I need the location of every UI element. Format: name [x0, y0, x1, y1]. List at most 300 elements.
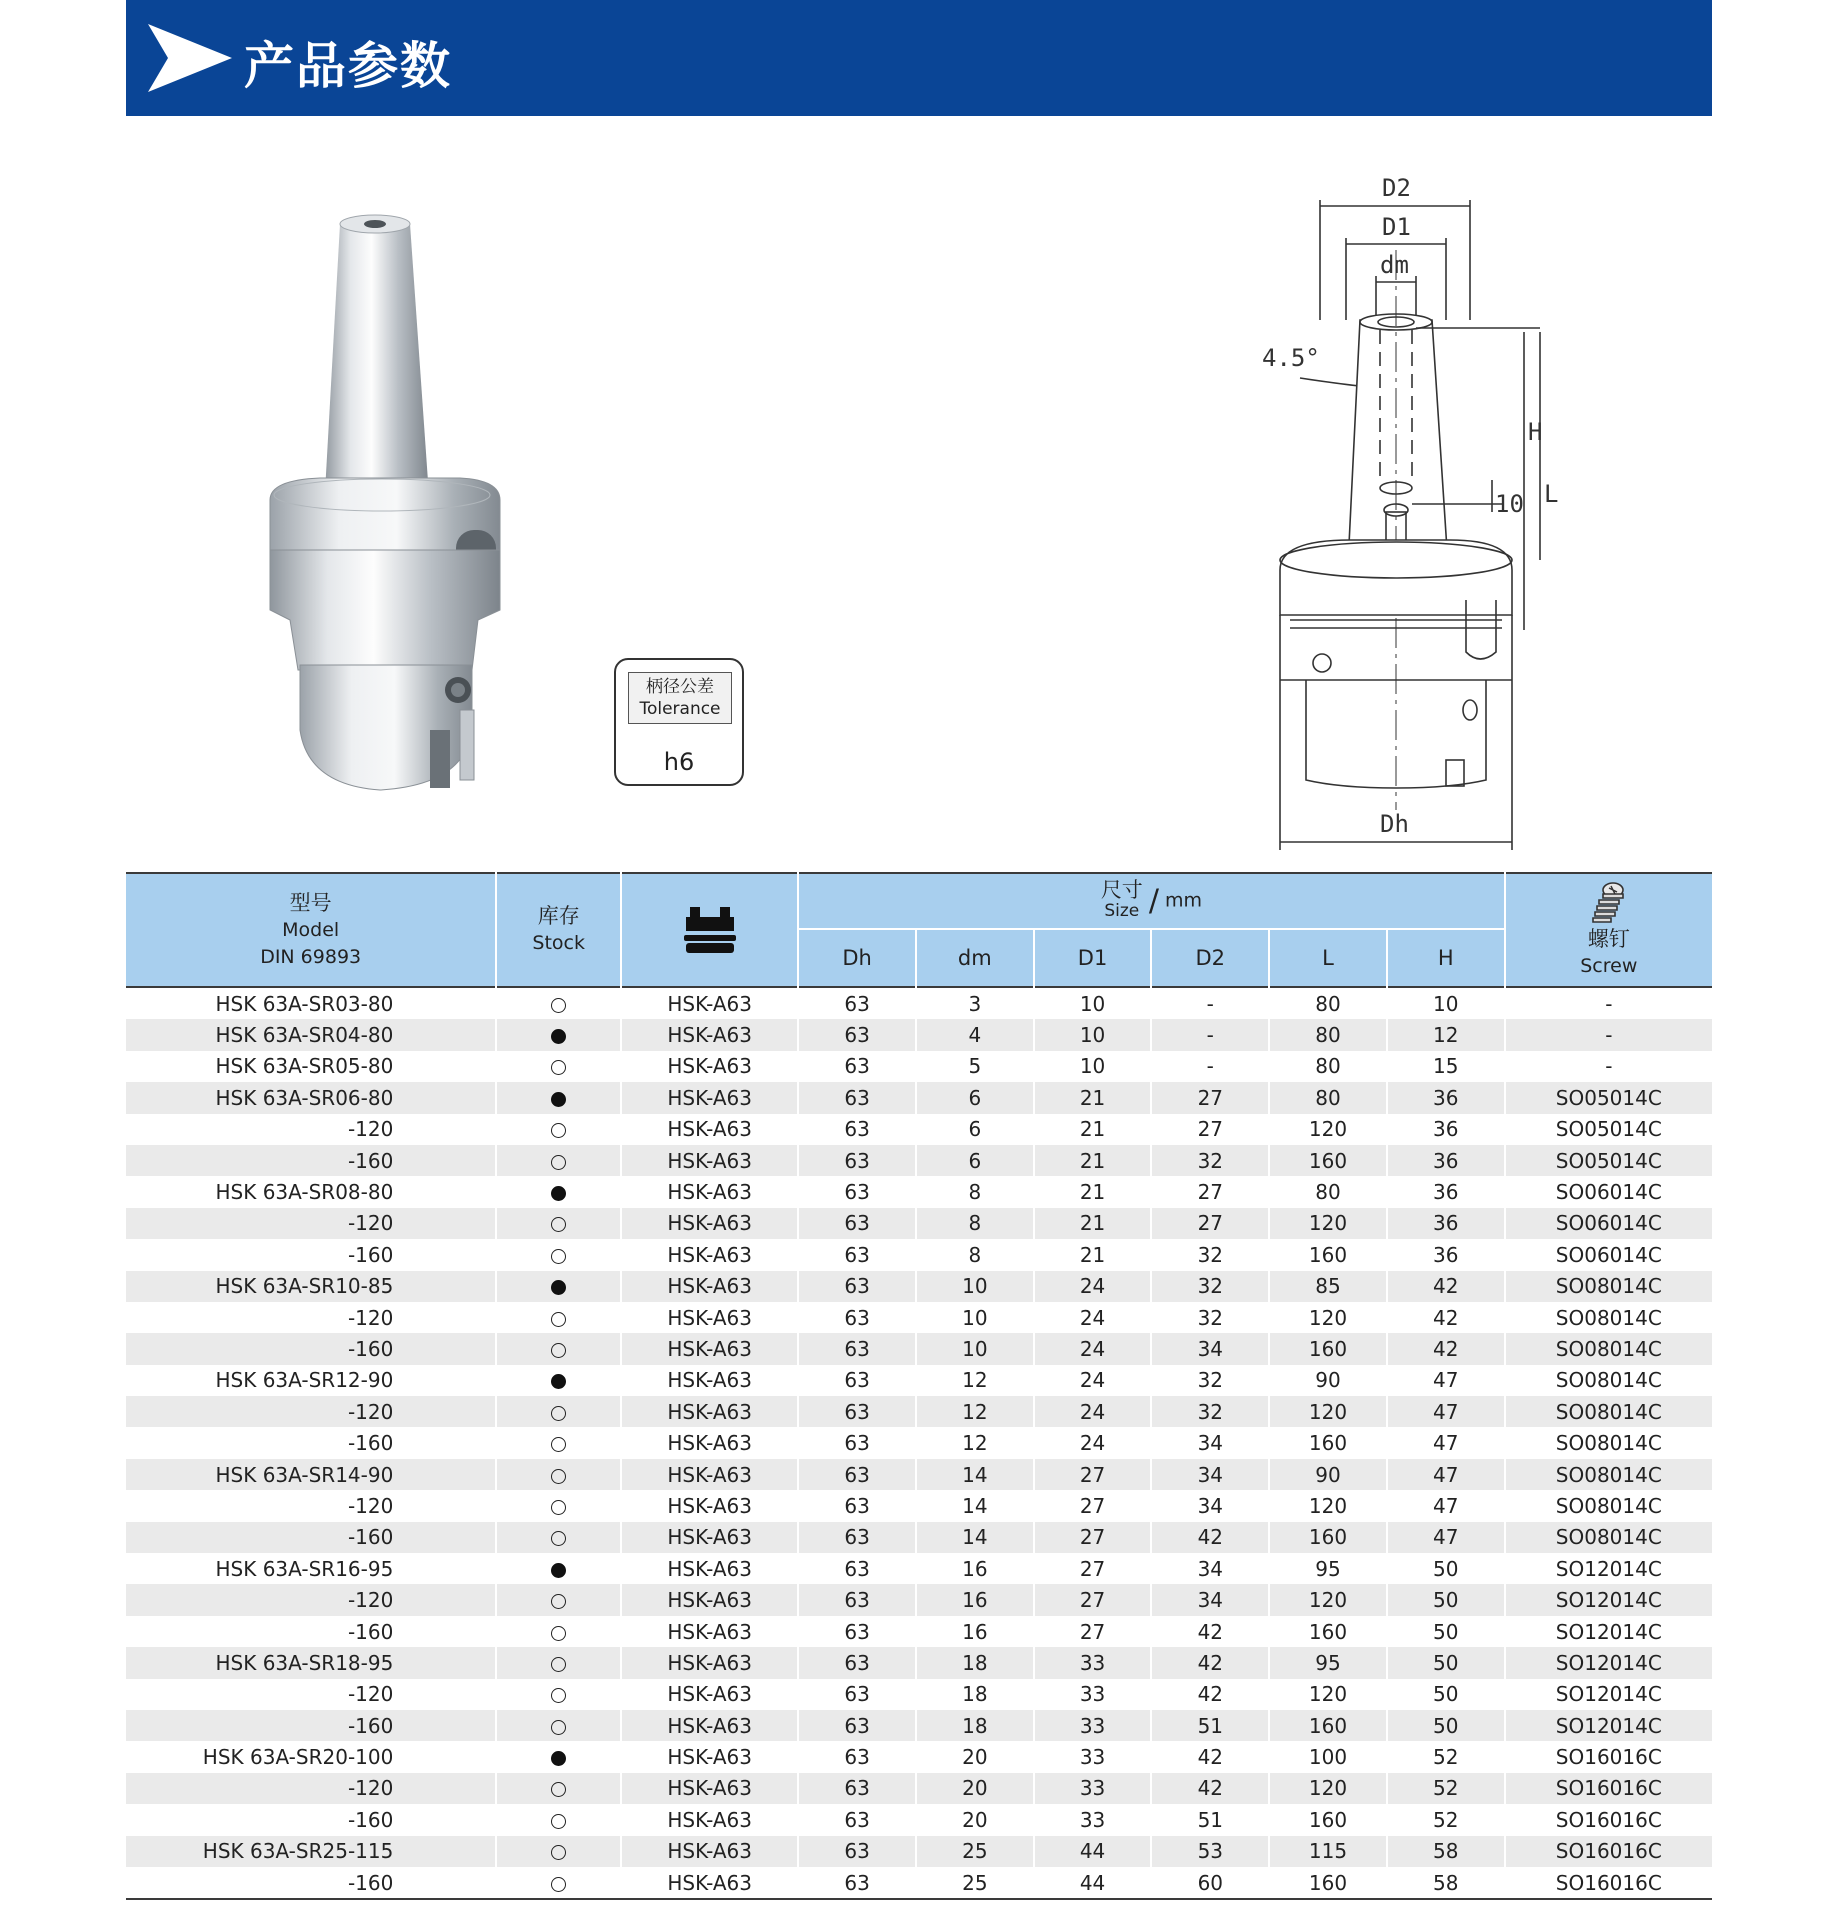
cell-model: HSK 63A-SR25-115: [126, 1836, 496, 1867]
cell-d1: 21: [1034, 1082, 1152, 1113]
cell-h: 47: [1387, 1522, 1505, 1553]
stock-empty-icon: [551, 998, 566, 1013]
header-size-unit: mm: [1165, 889, 1203, 912]
cell-iface: HSK-A63: [621, 1616, 798, 1647]
cell-h: 42: [1387, 1333, 1505, 1364]
cell-l: 160: [1269, 1710, 1387, 1741]
cell-iface: HSK-A63: [621, 1365, 798, 1396]
cell-l: 160: [1269, 1239, 1387, 1270]
cell-dh: 63: [798, 1553, 916, 1584]
table-row: [126, 1741, 1712, 1772]
cell-l: 160: [1269, 1145, 1387, 1176]
cell-model: HSK 63A-SR04-80: [126, 1019, 496, 1050]
header-screw-en: Screw: [1580, 955, 1638, 977]
cell-model: HSK 63A-SR08-80: [126, 1176, 496, 1207]
cell-h: 42: [1387, 1302, 1505, 1333]
cell-dm: 12: [916, 1365, 1034, 1396]
cell-stock: [496, 1114, 621, 1145]
cell-stock: [496, 1647, 621, 1678]
cell-h: 50: [1387, 1553, 1505, 1584]
header-size-zh: 尺寸: [1100, 878, 1143, 902]
cell-l: 160: [1269, 1333, 1387, 1364]
stock-empty-icon: [551, 1123, 566, 1138]
cell-stock: [496, 1145, 621, 1176]
cell-screw: SO06014C: [1505, 1239, 1712, 1270]
cell-h: 58: [1387, 1867, 1505, 1899]
header-stock: [496, 873, 621, 987]
cell-iface: HSK-A63: [621, 1271, 798, 1302]
cell-screw: SO08014C: [1505, 1271, 1712, 1302]
table-row: [126, 1271, 1712, 1302]
table-row: [126, 1208, 1712, 1239]
cell-dh: 63: [798, 1522, 916, 1553]
cell-screw: SO08014C: [1505, 1365, 1712, 1396]
cell-d1: 10: [1034, 1051, 1152, 1082]
cell-iface: HSK-A63: [621, 1459, 798, 1490]
cell-stock: [496, 1082, 621, 1113]
header-interface: [621, 873, 798, 987]
cell-dm: 12: [916, 1396, 1034, 1427]
cell-model: HSK 63A-SR20-100: [126, 1741, 496, 1772]
cell-d1: 10: [1034, 1019, 1152, 1050]
cell-h: 50: [1387, 1616, 1505, 1647]
cell-l: 95: [1269, 1647, 1387, 1678]
cell-dh: 63: [798, 1490, 916, 1521]
cell-stock: [496, 1490, 621, 1521]
cell-stock: [496, 987, 621, 1019]
cell-dm: 6: [916, 1082, 1034, 1113]
cell-model: -120: [126, 1302, 496, 1333]
stock-empty-icon: [551, 1626, 566, 1641]
header-h: H: [1387, 929, 1505, 987]
cell-l: 160: [1269, 1867, 1387, 1899]
table-row: [126, 1710, 1712, 1741]
table-row: [126, 1145, 1712, 1176]
table-row: [126, 1490, 1712, 1521]
cell-dm: 18: [916, 1710, 1034, 1741]
cell-d1: 24: [1034, 1365, 1152, 1396]
cell-l: 120: [1269, 1114, 1387, 1145]
header-dh: Dh: [798, 929, 916, 987]
tolerance-label-zh: 柄径公差: [646, 677, 714, 697]
cell-dm: 18: [916, 1647, 1034, 1678]
table-row: [126, 1302, 1712, 1333]
cell-h: 36: [1387, 1239, 1505, 1270]
cell-model: -160: [126, 1616, 496, 1647]
cell-iface: HSK-A63: [621, 1584, 798, 1615]
cell-h: 50: [1387, 1679, 1505, 1710]
cell-screw: SO06014C: [1505, 1176, 1712, 1207]
cell-d1: 24: [1034, 1396, 1152, 1427]
cell-stock: [496, 1459, 621, 1490]
cell-l: 120: [1269, 1208, 1387, 1239]
cell-iface: HSK-A63: [621, 1553, 798, 1584]
cell-d1: 21: [1034, 1239, 1152, 1270]
cell-dh: 63: [798, 1302, 916, 1333]
cell-iface: HSK-A63: [621, 1208, 798, 1239]
stock-empty-icon: [551, 1500, 566, 1515]
cell-h: 12: [1387, 1019, 1505, 1050]
cell-l: 120: [1269, 1302, 1387, 1333]
cell-d2: 27: [1151, 1082, 1269, 1113]
cell-d2: 53: [1151, 1836, 1269, 1867]
cell-d1: 27: [1034, 1522, 1152, 1553]
cell-iface: HSK-A63: [621, 1333, 798, 1364]
cell-d2: 42: [1151, 1773, 1269, 1804]
cell-screw: SO05014C: [1505, 1145, 1712, 1176]
cell-dh: 63: [798, 1741, 916, 1772]
cell-screw: SO12014C: [1505, 1553, 1712, 1584]
table-row: [126, 1647, 1712, 1678]
header-size: 尺寸 Size / mm: [798, 873, 1504, 929]
header-model-std: DIN 69893: [260, 945, 362, 968]
cell-d2: 42: [1151, 1616, 1269, 1647]
table-row: [126, 1082, 1712, 1113]
cell-dm: 6: [916, 1145, 1034, 1176]
cell-d2: 34: [1151, 1553, 1269, 1584]
header-screw-zh: 螺钉: [1587, 927, 1630, 951]
table-row: [126, 1239, 1712, 1270]
cell-dm: 20: [916, 1773, 1034, 1804]
cell-l: 80: [1269, 1019, 1387, 1050]
cell-iface: HSK-A63: [621, 1239, 798, 1270]
cell-l: 95: [1269, 1553, 1387, 1584]
cell-d1: 21: [1034, 1114, 1152, 1145]
cell-d2: -: [1151, 1019, 1269, 1050]
table-row: [126, 1553, 1712, 1584]
cell-model: -120: [126, 1114, 496, 1145]
cell-stock: [496, 1773, 621, 1804]
section-header: [126, 0, 1712, 116]
cell-h: 50: [1387, 1710, 1505, 1741]
header-d1: D1: [1034, 929, 1152, 987]
table-row: [126, 1365, 1712, 1396]
cell-screw: SO12014C: [1505, 1710, 1712, 1741]
cell-screw: SO05014C: [1505, 1082, 1712, 1113]
product-photo: [260, 210, 560, 810]
cell-d1: 24: [1034, 1271, 1152, 1302]
table-row: [126, 1804, 1712, 1835]
cell-model: -160: [126, 1333, 496, 1364]
cell-d2: 34: [1151, 1459, 1269, 1490]
cell-dh: 63: [798, 1804, 916, 1835]
cell-stock: [496, 1616, 621, 1647]
cell-dm: 16: [916, 1553, 1034, 1584]
cell-screw: SO08014C: [1505, 1333, 1712, 1364]
cell-stock: [496, 1271, 621, 1302]
table-row: [126, 1176, 1712, 1207]
cell-d1: 33: [1034, 1710, 1152, 1741]
cell-screw: -: [1505, 1019, 1712, 1050]
header-d2: D2: [1151, 929, 1269, 987]
cell-dh: 63: [798, 1208, 916, 1239]
table-row: [126, 987, 1712, 1019]
table-row: [126, 1459, 1712, 1490]
cell-l: 90: [1269, 1459, 1387, 1490]
cell-iface: HSK-A63: [621, 987, 798, 1019]
cell-model: -160: [126, 1522, 496, 1553]
cell-d2: 27: [1151, 1176, 1269, 1207]
cell-screw: -: [1505, 1051, 1712, 1082]
cell-dm: 20: [916, 1741, 1034, 1772]
cell-h: 36: [1387, 1208, 1505, 1239]
cell-l: 160: [1269, 1522, 1387, 1553]
cell-h: 50: [1387, 1647, 1505, 1678]
cell-model: HSK 63A-SR10-85: [126, 1271, 496, 1302]
cell-d2: 51: [1151, 1804, 1269, 1835]
cell-model: HSK 63A-SR12-90: [126, 1365, 496, 1396]
label-d1: D1: [1382, 213, 1411, 241]
stock-empty-icon: [551, 1688, 566, 1703]
spec-table: [126, 872, 1712, 1900]
cell-stock: [496, 1584, 621, 1615]
cell-dm: 10: [916, 1302, 1034, 1333]
cell-d1: 27: [1034, 1584, 1152, 1615]
cell-screw: SO16016C: [1505, 1773, 1712, 1804]
stock-empty-icon: [551, 1531, 566, 1546]
cell-l: 160: [1269, 1804, 1387, 1835]
cell-model: -120: [126, 1396, 496, 1427]
cell-l: 85: [1269, 1271, 1387, 1302]
label-dm: dm: [1380, 251, 1409, 279]
cell-h: 52: [1387, 1804, 1505, 1835]
cell-d2: 34: [1151, 1333, 1269, 1364]
cell-screw: SO08014C: [1505, 1427, 1712, 1458]
section-title: 产品参数: [244, 37, 452, 95]
header-stock-en: Stock: [532, 932, 586, 954]
cell-h: 36: [1387, 1145, 1505, 1176]
cell-dh: 63: [798, 1019, 916, 1050]
cell-l: 80: [1269, 1176, 1387, 1207]
hsk-interface-icon: [684, 907, 736, 953]
cell-dh: 63: [798, 1647, 916, 1678]
cell-d2: 27: [1151, 1208, 1269, 1239]
cell-dh: 63: [798, 1867, 916, 1899]
stock-empty-icon: [551, 1437, 566, 1452]
cell-stock: [496, 1396, 621, 1427]
stock-filled-icon: [551, 1280, 566, 1295]
cell-stock: [496, 1427, 621, 1458]
cell-screw: SO12014C: [1505, 1616, 1712, 1647]
cell-iface: HSK-A63: [621, 1710, 798, 1741]
cell-stock: [496, 1804, 621, 1835]
cell-iface: HSK-A63: [621, 1176, 798, 1207]
cell-l: 90: [1269, 1365, 1387, 1396]
cell-iface: HSK-A63: [621, 1836, 798, 1867]
cell-d2: 27: [1151, 1114, 1269, 1145]
cell-d1: 33: [1034, 1679, 1152, 1710]
cell-iface: HSK-A63: [621, 1804, 798, 1835]
tolerance-label: [628, 672, 732, 724]
arrow-icon: [146, 22, 234, 94]
cell-model: -120: [126, 1208, 496, 1239]
cell-stock: [496, 1239, 621, 1270]
cell-d2: 32: [1151, 1396, 1269, 1427]
cell-dm: 8: [916, 1176, 1034, 1207]
cell-model: HSK 63A-SR03-80: [126, 987, 496, 1019]
stock-empty-icon: [551, 1877, 566, 1892]
cell-iface: HSK-A63: [621, 1396, 798, 1427]
cell-stock: [496, 1710, 621, 1741]
technical-drawing: [1240, 160, 1570, 850]
cell-d2: 32: [1151, 1239, 1269, 1270]
cell-dm: 16: [916, 1616, 1034, 1647]
cell-iface: HSK-A63: [621, 1145, 798, 1176]
cell-dm: 10: [916, 1333, 1034, 1364]
cell-model: HSK 63A-SR18-95: [126, 1647, 496, 1678]
stock-filled-icon: [551, 1029, 566, 1044]
cell-h: 10: [1387, 987, 1505, 1019]
label-h: H: [1528, 418, 1543, 446]
cell-h: 58: [1387, 1836, 1505, 1867]
stock-empty-icon: [551, 1060, 566, 1075]
cell-d2: 32: [1151, 1302, 1269, 1333]
label-l: L: [1544, 480, 1559, 508]
cell-h: 47: [1387, 1459, 1505, 1490]
cell-stock: [496, 1741, 621, 1772]
stock-filled-icon: [551, 1092, 566, 1107]
cell-screw: SO08014C: [1505, 1522, 1712, 1553]
cell-model: -120: [126, 1773, 496, 1804]
cell-l: 120: [1269, 1773, 1387, 1804]
cell-screw: SO12014C: [1505, 1679, 1712, 1710]
cell-model: -120: [126, 1490, 496, 1521]
label-angle: 4.5°: [1262, 344, 1320, 372]
cell-dm: 14: [916, 1490, 1034, 1521]
cell-h: 36: [1387, 1176, 1505, 1207]
table-row: [126, 1773, 1712, 1804]
cell-screw: -: [1505, 987, 1712, 1019]
cell-model: HSK 63A-SR06-80: [126, 1082, 496, 1113]
cell-stock: [496, 1051, 621, 1082]
cell-d1: 21: [1034, 1176, 1152, 1207]
cell-h: 36: [1387, 1082, 1505, 1113]
cell-dh: 63: [798, 1176, 916, 1207]
header-stock-zh: 库存: [537, 904, 580, 928]
cell-screw: SO16016C: [1505, 1867, 1712, 1899]
cell-screw: SO16016C: [1505, 1836, 1712, 1867]
cell-dh: 63: [798, 1836, 916, 1867]
cell-dh: 63: [798, 1616, 916, 1647]
cell-dh: 63: [798, 1145, 916, 1176]
cell-screw: SO16016C: [1505, 1804, 1712, 1835]
cell-l: 120: [1269, 1584, 1387, 1615]
stock-empty-icon: [551, 1217, 566, 1232]
cell-dh: 63: [798, 987, 916, 1019]
cell-model: HSK 63A-SR05-80: [126, 1051, 496, 1082]
stock-filled-icon: [551, 1374, 566, 1389]
cell-dh: 63: [798, 1459, 916, 1490]
stock-empty-icon: [551, 1343, 566, 1358]
cell-stock: [496, 1019, 621, 1050]
cell-l: 120: [1269, 1396, 1387, 1427]
table-row: [126, 1396, 1712, 1427]
cell-d1: 27: [1034, 1459, 1152, 1490]
cell-model: -120: [126, 1679, 496, 1710]
cell-iface: HSK-A63: [621, 1741, 798, 1772]
cell-d1: 44: [1034, 1867, 1152, 1899]
cell-stock: [496, 1679, 621, 1710]
cell-dh: 63: [798, 1396, 916, 1427]
spec-table-body: [126, 987, 1712, 1899]
stock-empty-icon: [551, 1249, 566, 1264]
screw-icon: [1589, 880, 1629, 926]
stock-empty-icon: [551, 1312, 566, 1327]
table-row: [126, 1522, 1712, 1553]
cell-dm: 10: [916, 1271, 1034, 1302]
cell-l: 80: [1269, 1082, 1387, 1113]
cell-iface: HSK-A63: [621, 1867, 798, 1899]
cell-d2: 60: [1151, 1867, 1269, 1899]
cell-model: -160: [126, 1427, 496, 1458]
cell-l: 80: [1269, 987, 1387, 1019]
cell-l: 160: [1269, 1427, 1387, 1458]
stock-empty-icon: [551, 1406, 566, 1421]
stock-empty-icon: [551, 1155, 566, 1170]
cell-h: 47: [1387, 1396, 1505, 1427]
cell-dh: 63: [798, 1679, 916, 1710]
cell-dm: 25: [916, 1836, 1034, 1867]
cell-model: -160: [126, 1867, 496, 1899]
cell-h: 52: [1387, 1773, 1505, 1804]
cell-iface: HSK-A63: [621, 1647, 798, 1678]
cell-iface: HSK-A63: [621, 1427, 798, 1458]
cell-d2: 51: [1151, 1710, 1269, 1741]
cell-dm: 6: [916, 1114, 1034, 1145]
cell-iface: HSK-A63: [621, 1114, 798, 1145]
cell-dh: 63: [798, 1082, 916, 1113]
cell-dh: 63: [798, 1710, 916, 1741]
cell-dm: 18: [916, 1679, 1034, 1710]
table-row: [126, 1867, 1712, 1899]
cell-dm: 3: [916, 987, 1034, 1019]
cell-stock: [496, 1302, 621, 1333]
cell-stock: [496, 1333, 621, 1364]
cell-model: -160: [126, 1804, 496, 1835]
cell-iface: HSK-A63: [621, 1019, 798, 1050]
cell-model: HSK 63A-SR16-95: [126, 1553, 496, 1584]
cell-d2: 34: [1151, 1490, 1269, 1521]
cell-d1: 27: [1034, 1553, 1152, 1584]
stock-empty-icon: [551, 1594, 566, 1609]
cell-dh: 63: [798, 1239, 916, 1270]
cell-dm: 14: [916, 1459, 1034, 1490]
cell-dh: 63: [798, 1333, 916, 1364]
header-model-en: Model: [282, 918, 340, 941]
cell-dh: 63: [798, 1365, 916, 1396]
cell-d2: 42: [1151, 1522, 1269, 1553]
cell-d2: 42: [1151, 1741, 1269, 1772]
cell-iface: HSK-A63: [621, 1490, 798, 1521]
stock-empty-icon: [551, 1657, 566, 1672]
stock-empty-icon: [551, 1814, 566, 1829]
cell-d2: 32: [1151, 1365, 1269, 1396]
header-model-zh: 型号: [289, 890, 332, 915]
cell-screw: SO06014C: [1505, 1208, 1712, 1239]
table-row: [126, 1427, 1712, 1458]
cell-model: -160: [126, 1239, 496, 1270]
cell-dm: 8: [916, 1239, 1034, 1270]
cell-dm: 25: [916, 1867, 1034, 1899]
cell-d2: -: [1151, 987, 1269, 1019]
header-dm: dm: [916, 929, 1034, 987]
cell-stock: [496, 1208, 621, 1239]
tolerance-value: h6: [663, 748, 695, 776]
cell-h: 47: [1387, 1365, 1505, 1396]
cell-l: 115: [1269, 1836, 1387, 1867]
stock-filled-icon: [551, 1186, 566, 1201]
cell-dm: 12: [916, 1427, 1034, 1458]
